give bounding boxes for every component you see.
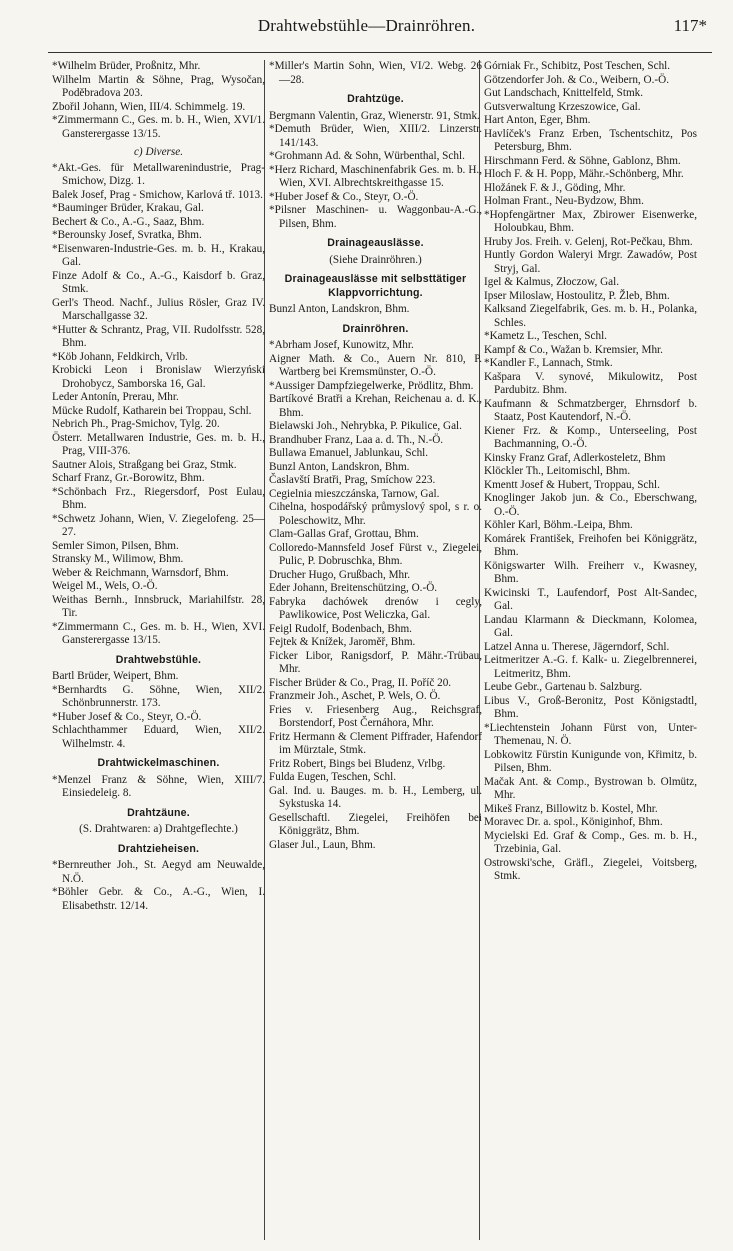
directory-entry: *Demuth Brüder, Wien, XIII/2. Linzerstr. 141/143. (269, 123, 482, 149)
directory-entry: *Zimmermann C., Ges. m. b. H., Wien, XVI/1. Gansterergasse 13/15. (52, 114, 265, 140)
directory-entry: Leitmeritzer A.-G. f. Kalk- u. Ziegelbrennerei, Leitmeritz, Bhm. (484, 654, 697, 680)
directory-entry: Hirschmann Ferd. & Söhne, Gablonz, Bhm. (484, 154, 681, 167)
directory-entry: Kwicinski T., Laufendorf, Post Alt-Sandec, Gal. (484, 586, 697, 612)
directory-entry: Finze Adolf & Co., A.-G., Kaisdorf b. Graz, Stmk. (52, 269, 265, 295)
directory-entry: Cihelna, hospodářský průmyslový spol, s r. o. Poleschowitz, Mhr. (269, 501, 482, 527)
directory-entry: *Liechtenstein Johann Fürst von, Unter-Themenau, N. Ö. (484, 721, 697, 747)
directory-entry: Hloch F. & H. Popp, Mähr.-Schönberg, Mhr. (484, 168, 684, 180)
directory-entry: *Pilsner Maschinen- u. Waggonbau-A.-G., Pilsen, Bhm. (269, 204, 482, 230)
directory-entry: *Huber Josef & Co., Steyr, O.-Ö. (269, 190, 419, 203)
directory-entry: Hart Anton, Eger, Bhm. (484, 114, 591, 126)
directory-entry: Gal. Ind. u. Bauges. m. b. H., Lemberg, ul. Sykstuska 14. (269, 784, 482, 810)
directory-entry: Österr. Metallwaren Industrie, Ges. m. b. H., Prag, VIII-376. (52, 431, 265, 457)
directory-entry: *Köb Johann, Feldkirch, Vrlb. (52, 350, 188, 363)
directory-entry: Igel & Kalmus, Złoczow, Gal. (484, 276, 620, 288)
directory-entry: Königswarter Wilh. Freiherr v., Kwasney, Bhm. (484, 559, 697, 585)
cross-reference-note: (Siehe Drainröhren.) (329, 253, 422, 266)
directory-entry: *Menzel Franz & Söhne, Wien, XIII/7. Einsiedeleig. 8. (52, 773, 265, 799)
directory-entry: Gesellschaftl. Ziegelei, Freihöfen bei Königgrätz, Bhm. (269, 811, 482, 837)
directory-entry: Ipser Miloslaw, Hostoulitz, P. Žleb, Bhm. (484, 289, 670, 302)
directory-entry: Weigel M., Wels, O.-Ö. (52, 580, 158, 592)
directory-entry: *Wilhelm Brüder, Proßnitz, Mhr. (52, 60, 201, 72)
directory-entry: Fabryka dachówek drenów i cegly, Pawlikowice, Post Weliczka, Gal. (269, 595, 482, 621)
directory-entry: *Hopfengärtner Max, Zbirower Eisenwerke, Holoubkau, Bhm. (484, 208, 697, 234)
directory-entry: Hruby Jos. Freih. v. Gelenj, Rot-Pečkau, Bhm. (484, 235, 693, 248)
directory-entry: *Bernreuther Joh., St. Aegyd am Neuwalde, N.Ö. (52, 859, 265, 885)
cross-reference-note: (S. Drahtwaren: a) Drahtgeflechte.) (79, 823, 238, 835)
column-3 (484, 60, 697, 1240)
directory-entry: *Kandler F., Lannach, Stmk. (484, 357, 613, 369)
directory-entry: Mikeš Franz, Billowitz b. Kostel, Mhr. (484, 802, 658, 815)
section-heading: Drahtwickelmaschinen. (97, 757, 220, 769)
directory-entry: *Huber Josef & Co., Steyr, O.-Ö. (52, 710, 202, 723)
directory-entry: Bechert & Co., A.-G., Saaz, Bhm. (52, 215, 205, 228)
directory-entry: Leube Gebr., Gartenau b. Salzburg. (484, 681, 643, 693)
directory-entry: Mycielski Ed. Graf & Comp., Ges. m. b. H., Trzebinia, Gal. (484, 829, 697, 855)
directory-entry: *Schönbach Frz., Riegersdorf, Post Eulau, Bhm. (52, 485, 265, 511)
directory-entry: Fulda Eugen, Teschen, Schl. (269, 771, 397, 783)
directory-entry: *Grohmann Ad. & Sohn, Würbenthal, Schl. (269, 150, 465, 162)
directory-entry: *Akt.-Ges. für Metallwarenindustrie, Prag-Smichow, Dizg. 1. (52, 161, 265, 187)
directory-entry: Bartl Brüder, Weipert, Bhm. (52, 670, 179, 682)
directory-entry: *Böhler Gebr. & Co., A.-G., Wien, I. Elisabethstr. 12/14. (52, 886, 265, 912)
directory-entry: Fritz Hermann & Clement Piffrader, Hafendorf im Mürztale, Stmk. (269, 730, 482, 756)
directory-entry: *Schwetz Johann, Wien, V. Ziegelofeng. 25—27. (52, 512, 265, 538)
directory-entry: Aigner Math. & Co., Auern Nr. 810, P. Wartberg bei Kremsmünster, O.-Ö. (269, 352, 482, 378)
directory-entry: Fejtek & Knížek, Jaroměř, Bhm. (269, 636, 416, 648)
directory-entry: Gut Landschach, Knittelfeld, Stmk. (484, 87, 644, 99)
directory-entry: Bullawa Emanuel, Jablunkau, Schl. (269, 447, 429, 459)
directory-entry: Ostrowski'sche, Gräfl., Ziegelei, Voitsberg, Stmk. (484, 856, 697, 882)
directory-entry: Sautner Alois, Straßgang bei Graz, Stmk. (52, 458, 237, 471)
directory-entry: *Bernhardts G. Söhne, Wien, XII/2. Schönbrunnerstr. 173. (52, 683, 265, 709)
directory-entry: Gerl's Theod. Nachf., Julius Rösler, Graz IV. Marschallgasse 32. (52, 296, 265, 322)
directory-entry: *Abrham Josef, Kunowitz, Mhr. (269, 339, 414, 351)
directory-entry: *Hutter & Schrantz, Prag, VII. Rudolfsstr. 528, Bhm. (52, 323, 265, 349)
header-rule (48, 52, 712, 53)
directory-entry: Eder Johann, Breitenschützing, O.-Ö. (269, 582, 438, 594)
directory-entry: Franzmeir Joh., Aschet, P. Wels, O. Ö. (269, 690, 441, 702)
directory-entry: Kinsky Franz Graf, Adlerkosteletz, Bhm (484, 451, 666, 464)
directory-entry: Kaufmann & Schmatzberger, Ehrnsdorf b. Staatz, Post Kautendorf, N.-Ö. (484, 397, 697, 423)
directory-entry: Fischer Brüder & Co., Prag, II. Poříč 20. (269, 676, 452, 689)
directory-entry: Komárek František, Freihofen bei Königgrätz, Bhm. (484, 532, 697, 558)
directory-entry: Bergmann Valentin, Graz, Wienerstr. 91, Stmk. (269, 109, 480, 122)
directory-entry: *Berounsky Josef, Svratka, Bhm. (52, 229, 202, 241)
section-heading: Drainageauslässe mit selbsttätiger Klappvorrichtung. (284, 273, 467, 299)
directory-entry: *Eisenwaren-Industrie-Ges. m. b. H., Krakau, Gal. (52, 242, 265, 268)
directory-entry: Mačak Ant. & Comp., Bystrowan b. Olmütz, Mhr. (484, 775, 697, 801)
directory-entry: Bartíkové Bratři a Krehan, Reichenau a. d. K., Bhm. (269, 393, 482, 419)
directory-entry: Zbořil Johann, Wien, III/4. Schimmelg. 19. (52, 100, 246, 113)
section-heading: Drahtzieheisen. (117, 842, 200, 855)
directory-entry: Kampf & Co., Wažan b. Kremsier, Mhr. (484, 343, 663, 356)
section-heading: Drahtzüge. (347, 93, 404, 105)
directory-entry: *Aussiger Dampfziegelwerke, Prödlitz, Bhm. (269, 379, 474, 392)
directory-entry: Weithas Bernh., Innsbruck, Mariahilfstr. 28, Tir. (52, 593, 265, 619)
directory-entry: Landau Klarmann & Dieckmann, Kolomea, Gal. (484, 613, 697, 639)
directory-entry: Köhler Karl, Böhm.-Leipa, Bhm. (484, 519, 633, 531)
directory-entry: *Kametz L., Teschen, Schl. (484, 330, 607, 342)
directory-entry: Mücke Rudolf, Katharein bei Troppau, Schl. (52, 404, 252, 417)
page-title: Drahtwebstühle—Drainröhren. (257, 16, 476, 35)
directory-entry: Weber & Reichmann, Warnsdorf, Bhm. (52, 566, 229, 579)
directory-entry: Krobicki Leon i Bronislaw Wierzyński Drohobycz, Samborska 16, Gal. (52, 364, 265, 390)
page-number: 117* (673, 16, 707, 35)
directory-entry: Fries v. Friesenberg Aug., Reichsgraf, Borstendorf, Post Černáhora, Mhr. (269, 703, 482, 729)
section-heading: Drahtwebstühle. (115, 653, 202, 666)
running-header (0, 16, 733, 44)
directory-entry: Feigl Rudolf, Bodenbach, Bhm. (269, 622, 412, 635)
directory-entry: Klöckler Th., Leitomischl, Bhm. (484, 465, 631, 477)
directory-entry: Kiener Frz. & Komp., Unterseeling, Post Bachmanning, O.-Ö. (484, 424, 697, 450)
directory-entry: *Bauminger Brüder, Krakau, Gal. (52, 202, 204, 214)
directory-entry: Bielawski Joh., Nehrybka, P. Pikulice, Gal. (269, 420, 462, 432)
directory-entry: *Miller's Martin Sohn, Wien, VI/2. Webg. 26—28. (269, 60, 482, 86)
directory-entry: Clam-Gallas Graf, Grottau, Bhm. (269, 528, 419, 540)
directory-entry: Leder Antonín, Prerau, Mhr. (52, 391, 179, 403)
directory-entry: Latzel Anna u. Therese, Jägerndorf, Schl. (484, 640, 670, 653)
directory-entry: *Herz Richard, Maschinenfabrik Ges. m. b. H., Wien, XVI. Albrechtskreithgasse 15. (269, 163, 482, 189)
column-1 (52, 60, 265, 1240)
directory-entry: Holman Frant., Neu-Bydzow, Bhm. (484, 195, 644, 207)
directory-entry: Fritz Robert, Bings bei Bludenz, Vrlbg. (269, 757, 446, 770)
directory-entry: Moravec Dr. a. spol., Königinhof, Bhm. (484, 816, 663, 828)
directory-entry: Kmentt Josef & Hubert, Troppau, Schl. (484, 478, 660, 491)
column-2 (269, 60, 482, 1240)
directory-entry: Lobkowitz Fürstin Kunigunde von, Křimitz, b. Pilsen, Bhm. (484, 748, 697, 774)
directory-entry: Scharf Franz, Gr.-Borowitz, Bhm. (52, 472, 205, 484)
directory-entry: Górniak Fr., Schibitz, Post Teschen, Schl. (484, 60, 671, 72)
directory-entry: Knoglinger Jakob jun. & Co., Eberschwang, O.-Ö. (484, 492, 697, 518)
directory-entry: Gutsverwaltung Krzeszowice, Gal. (484, 100, 641, 113)
directory-entry: Bunzl Anton, Landskron, Bhm. (269, 303, 410, 315)
directory-entry: Brandhuber Franz, Laa a. d. Th., N.-Ö. (269, 433, 444, 446)
section-heading: Drainröhren. (342, 322, 409, 335)
section-heading: Drahtzäune. (127, 806, 190, 819)
subsection-heading: c) Diverse. (133, 146, 184, 158)
directory-entry: Cegielnia mieszczánska, Tarnow, Gal. (269, 487, 440, 500)
directory-entry: Drucher Hugo, Grußbach, Mhr. (269, 568, 411, 581)
directory-entry: Časlavští Bratři, Prag, Smíchow 223. (269, 474, 436, 486)
directory-entry: Libus V., Groß-Beronitz, Post Königstadtl, Bhm. (484, 694, 697, 720)
directory-entry: Kalksand Ziegelfabrik, Ges. m. b. H., Polanka, Schles. (484, 303, 697, 329)
directory-entry: Colloredo-Mannsfeld Josef Fürst v., Ziegelei, Pulic, P. Dobruschka, Bhm. (269, 541, 482, 567)
directory-entry: Wilhelm Martin & Söhne, Prag, Wysočan, Poděbradova 203. (52, 73, 265, 99)
directory-entry: Nebrich Ph., Prag-Smichov, Tylg. 20. (52, 418, 220, 430)
directory-entry: Glaser Jul., Laun, Bhm. (269, 838, 376, 851)
directory-entry: Schlachthammer Eduard, Wien, XII/2. Wilhelmstr. 4. (52, 724, 265, 750)
directory-entry: Götzendorfer Joh. & Co., Weibern, O.-Ö. (484, 73, 669, 86)
directory-entry: Kašpara V. synové, Mikulowitz, Post Pardubitz. Bhm. (484, 370, 697, 396)
directory-entry: Semler Simon, Pilsen, Bhm. (52, 539, 179, 552)
directory-entry: Huntly Gordon Waleryi Mrgr. Zawadów, Post Stryj, Gal. (484, 249, 697, 275)
section-heading: Drainageauslässe. (327, 237, 424, 249)
directory-entry: Balek Josef, Prag - Smichow, Karlová tř. 1013. (52, 188, 263, 201)
directory-entry: Hložánek F. & J., Göding, Mhr. (484, 181, 626, 194)
directory-entry: *Zimmermann C., Ges. m. b. H., Wien, XVI. Gansterergasse 13/15. (52, 620, 265, 646)
directory-entry: Ficker Libor, Ranigsdorf, P. Mähr.-Trübau, Mhr. (269, 649, 482, 675)
directory-entry: Stransky M., Wilimow, Bhm. (52, 553, 184, 565)
directory-entry: Bunzl Anton, Landskron, Bhm. (269, 460, 410, 473)
directory-entry: Havlíček's Franz Erben, Tschentschitz, Pos Petersburg, Bhm. (484, 127, 697, 153)
